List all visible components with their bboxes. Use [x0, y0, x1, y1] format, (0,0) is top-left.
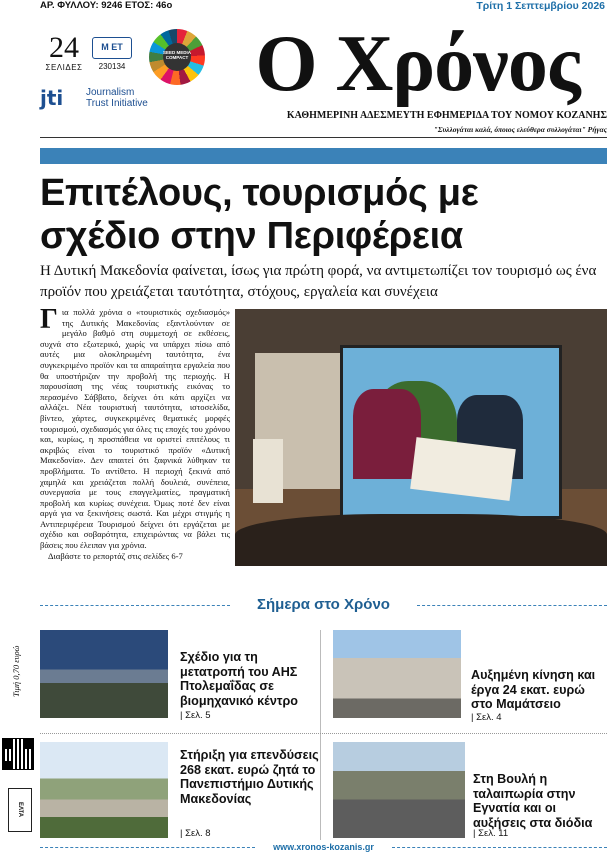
sdg-media-compact-logo [149, 29, 205, 85]
newspaper-motto: "Συλλογάται καλά, όποιος ελεύθερα συλλογάται" Ρήγας [433, 125, 607, 134]
teaser-power-plant-image [40, 630, 168, 718]
lead-headline: Επιτέλους, τουρισμός με σχέδιο στην Περιφέρεια [40, 172, 479, 257]
footer [40, 842, 607, 854]
photo-man [353, 389, 421, 479]
qr-code-icon [2, 738, 34, 770]
top-line [36, 0, 607, 12]
page-count-number: 24 [49, 31, 79, 64]
masthead-rule [40, 137, 607, 138]
lead-body: ια πολλά χρόνια ο «τουριστικός σχεδιασμός» της Δυτικής Μακεδονίας εξαντλούνταν σε μεγάλο βαθμό στη συμμετοχή σε εκθέσεις, συχνά στο εξωτερικό, χωρίς να υπάρχει πίσω από αυτές μια ολοκληρωμένη ταυτότητα, ένα συγκεκριμένο προϊόν και τα απαραίτητα εργαλεία που θα υποστήριζαν την προβολή της περιοχής. Η παρουσίαση της νέας τουριστικής εικόνας το περασμένο Σάββατο, δείχνει ότι κάτι αρχίζει να αλλάζει. Νέα τουριστική ταυτότητα, ιστοσελίδα, βίντεο, χάρτες, συγκεκριμένες θεματικές μορφές τουρισμού, σχεδιασμός για όλες τις εποχές του χρόνου και, κυρίως, η προσπάθεια να οριστεί επιτέλους τι ακριβώς είναι το τουριστικό προϊόν «Δυτική Μακεδονία». Δεν απαιτεί ότι ξαφνικά λύθηκαν τα προβλήματα. Το αντίθετο. Η περιοχή ξεκινά από χαμηλά και χρειάζεται πολλή δουλειά, συνέπεια, συνεργασία με τους επαγγελματίες, πραγματική προβολή και κυρίως συνέχεια. Όμως ποτέ δεν είναι αργά για να ξεκινήσεις σωστά. Και μέχρι στιγμής η Αντιπεριφέρεια Τουρισμού δείχνει ότι εργάζεται με σχέδιο και σοβαρότητα, επιχειρώντας να βάλει τις βάσεις που έλειπαν για χρόνια. [40, 307, 230, 551]
issue-date: Τρίτη 1 Σεπτεμβρίου 2026 [476, 0, 605, 12]
teaser-row-divider [40, 733, 607, 734]
teaser-page: | Σελ. 5 [180, 710, 211, 721]
jti-logo [40, 86, 170, 112]
lead-photo [235, 309, 607, 566]
teaser-title: Αυξημένη κίνηση και έργα 24 εκατ. ευρώ στο Μαμάτσειο [471, 668, 596, 711]
teaser-column-divider [320, 630, 321, 840]
lead-page-reference: Διαβάστε το ρεπορτάζ στις σελίδες 6-7 [48, 550, 183, 561]
footer-url[interactable]: www.xronos-kozanis.gr [273, 842, 374, 852]
teaser-page: | Σελ. 11 [473, 828, 509, 839]
issue-number: ΑΡ. ΦΥΛΛΟΥ: 9246 ΕΤΟΣ: 46ο [40, 0, 173, 11]
newspaper-subtitle: ΚΑΘΗΜΕΡΙΝΗ ΑΔΕΣΜΕΥΤΗ ΕΦΗΜΕΡΙΔΑ ΤΟΥ ΝΟΜΟΥ ΚΟΖΑΝΗΣ [286, 110, 607, 121]
jti-text [86, 87, 148, 109]
teaser-title: Σχέδιο για τη μετατροπή του ΑΗΣ Πτολεμαΐδας σε βιομηχανικό κέντρο [180, 650, 298, 708]
page-count-label: ΣΕΛΙΔΕΣ [45, 63, 83, 72]
jti-line-1: Journalism [86, 87, 135, 98]
teaser-university-image [40, 742, 168, 838]
drop-cap: Γ [40, 307, 58, 335]
newspaper-title: Ο Χρόνος [255, 20, 580, 108]
accent-bar [40, 148, 607, 164]
jti-line-2: Trust Initiative [86, 98, 148, 109]
section-header [40, 596, 607, 614]
teaser-university[interactable] [40, 742, 320, 842]
photo-audience [235, 514, 607, 566]
section-title: Σήμερα στο Χρόνο [257, 596, 390, 613]
teaser-egnatia-image [333, 742, 465, 838]
price-text: Τιμή 0,70 ευρώ [11, 645, 21, 697]
teaser-title: Στήριξη για επενδύσεις 268 εκατ. ευρώ ζητά το Πανεπιστήμιο Δυτικής Μακεδονίας [180, 748, 319, 806]
me-logo: Μ ΕΤ [92, 37, 132, 59]
photo-podium [253, 439, 283, 503]
me-registry-number: 230134 [98, 62, 126, 71]
teaser-hospital[interactable] [333, 630, 607, 730]
page-count [40, 33, 88, 72]
sdg-logo-text: SEED MEDIA COMPACT [163, 43, 191, 71]
teaser-page: | Σελ. 8 [180, 828, 211, 839]
elta-logo: ΕΛΤΑ [8, 788, 32, 832]
teaser-power-plant[interactable] [40, 630, 320, 730]
lead-deck: Η Δυτική Μακεδονία φαίνεται, ίσως για πρώτη φορά, να αντιμετωπίζει τον τουρισμό ως ένα προϊόν που χρειάζεται ταυτότητα, στόχους, εργαλεία και συνέχεια [40, 263, 597, 300]
footer-line-right [392, 847, 607, 848]
price [6, 642, 26, 702]
teaser-egnatia[interactable] [333, 742, 607, 842]
teaser-page: | Σελ. 4 [471, 712, 502, 723]
teaser-hospital-image [333, 630, 461, 718]
jti-mark: jti [40, 86, 64, 110]
lead-article [40, 307, 230, 569]
teaser-title: Στη Βουλή η ταλαιπωρία στην Εγνατία και οι αυξήσεις στα διόδια [473, 772, 593, 830]
section-line-right [417, 605, 607, 606]
